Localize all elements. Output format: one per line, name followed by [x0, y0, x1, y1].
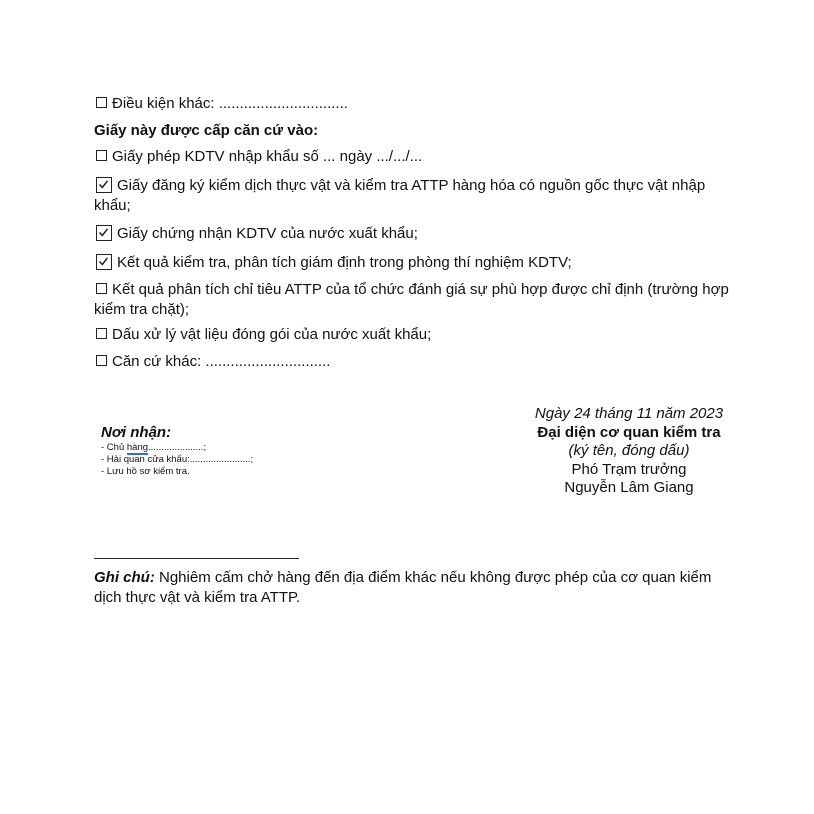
- checkbox-checked-icon[interactable]: [96, 177, 112, 193]
- basis-item-text: Kết quả phân tích chỉ tiêu ATTP của tổ chức đánh giá sự phù hợp được chỉ định (trường hợp kiểm tra chặt);: [94, 281, 729, 318]
- basis-item-text: Giấy đăng ký kiểm dịch thực vật và kiểm tra ATTP hàng hóa có nguồn gốc thực vật nhập khẩu;: [94, 177, 706, 214]
- signature-name: Nguyễn Lâm Giang: [564, 479, 694, 496]
- basis-item-text: Giấy chứng nhận KDTV của nước xuất khẩu;: [117, 225, 418, 242]
- checkbox-unchecked-icon[interactable]: [96, 150, 107, 161]
- checkbox-checked-icon[interactable]: [96, 225, 112, 241]
- basis-heading: Giấy này được cấp căn cứ vào:: [94, 122, 319, 139]
- checkbox-unchecked-icon[interactable]: [96, 283, 107, 294]
- recipients-block: [101, 424, 321, 478]
- other-conditions-text: Điều kiện khác: ...............................: [112, 95, 348, 112]
- basis-item-lab-result: [94, 253, 572, 273]
- basis-item-text: Dấu xử lý vật liệu đóng gói của nước xuất khẩu;: [112, 326, 432, 343]
- signature-position: Phó Trạm trưởng: [571, 460, 687, 478]
- other-conditions-line: [94, 94, 348, 114]
- signature-block: [500, 405, 758, 498]
- basis-item-import-permit: [94, 147, 422, 167]
- footnote-text: Nghiêm cấm chở hàng đến địa điểm khác nếu không được phép của cơ quan kiểm dịch thực vật và kiểm tra ATTP.: [94, 569, 712, 606]
- basis-item-attp-analysis: [94, 280, 734, 320]
- basis-item-other: [94, 352, 330, 372]
- footnote-label: Ghi chú:: [94, 569, 155, 586]
- footnote-divider: [94, 558, 299, 559]
- basis-item-registration: [94, 176, 734, 216]
- signature-authority: Đại diện cơ quan kiểm tra: [537, 423, 721, 441]
- recipient-item-archive: - Lưu hồ sơ kiểm tra.: [101, 466, 190, 477]
- recipient-owner-prefix: - Chủ: [101, 442, 127, 453]
- signature-instruction: (ký tên, đóng dấu): [568, 442, 690, 459]
- recipients-title: Nơi nhận:: [101, 424, 172, 441]
- checkbox-unchecked-icon[interactable]: [96, 355, 107, 366]
- recipient-owner-suffix: .....................;: [148, 442, 207, 453]
- recipient-item-customs: - Hải quan cửa khẩu:.......................;: [101, 454, 254, 465]
- recipient-item-owner: [101, 442, 321, 454]
- checkbox-unchecked-icon[interactable]: [96, 328, 107, 339]
- signature-date: Ngày 24 tháng 11 năm 2023: [534, 405, 724, 422]
- basis-item-text: Căn cứ khác: ..............................: [112, 353, 331, 370]
- basis-item-text: Kết quả kiểm tra, phân tích giám định trong phòng thí nghiệm KDTV;: [117, 254, 572, 271]
- basis-item-certificate: [94, 224, 418, 244]
- recipient-owner-highlight: hàng: [126, 442, 149, 453]
- footnote: [94, 568, 734, 607]
- checkbox-checked-icon[interactable]: [96, 254, 112, 270]
- basis-item-text: Giấy phép KDTV nhập khẩu số ... ngày .../.../...: [112, 148, 423, 165]
- checkbox-unchecked-icon[interactable]: [96, 97, 107, 108]
- basis-item-packaging-mark: [94, 325, 431, 345]
